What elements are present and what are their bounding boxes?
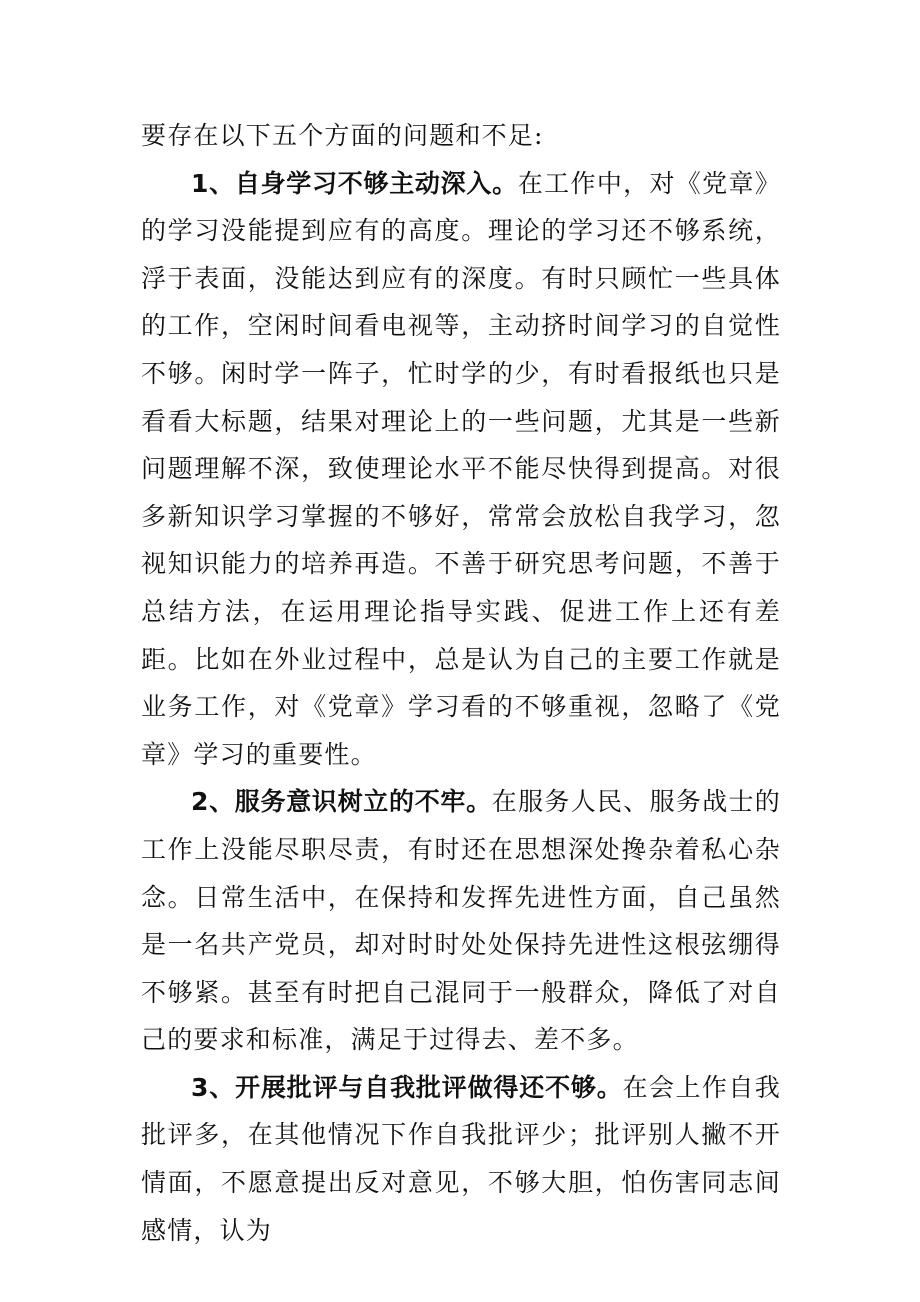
section-1-heading: 1、自身学习不够主动深入。 <box>191 168 518 198</box>
intro-paragraph: 要存在以下五个方面的问题和不足: <box>141 121 544 150</box>
section-2-paragraph <box>141 778 781 1064</box>
section-3-body: 在会上作自我批评多，在其他情况下作自我批评少；批评别人撇不开情面，不愿意提出反对意见，不够大胆，怕伤害同志间感情，认为 <box>141 1072 781 1245</box>
section-3-heading: 3、开展批评与自我批评做得还不够。 <box>191 1072 623 1102</box>
section-1-paragraph <box>141 160 781 779</box>
section-2-body: 在服务人民、服务战士的工作上没能尽职尽责，有时还在思想深处搀杂着私心杂念。日常生活中，在保持和发挥先进性方面，自己虽然是一名共产党员，却对时时处处保持先进性这根弦绷得不够紧。甚至有时把自己混同于一般群众，降低了对自己的要求和标准，满足于过得去、差不多。 <box>141 787 781 1055</box>
document-page <box>141 112 781 1254</box>
section-1-body: 在工作中，对《党章》的学习没能提到应有的高度。理论的学习还不够系统，浮于表面，没能达到应有的深度。有时只顾忙一些具体的工作，空闲时间看电视等，主动挤时间学习的自觉性不够。闲时学一阵子，忙时学的少，有时看报纸也只是看看大标题，结果对理论上的一些问题，尤其是一些新问题理解不深，致使理论水平不能尽快得到提高。对很多新知识学习掌握的不够好，常常会放松自我学习，忽视知识能力的培养再造。不善于研究思考问题，不善于总结方法，在运用理论指导实践、促进工作上还有差距。比如在外业过程中，总是认为自己的主要工作就是业务工作，对《党章》学习看的不够重视，忽略了《党章》学习的重要性。 <box>141 168 781 769</box>
section-2-heading: 2、服务意识树立的不牢。 <box>191 787 492 817</box>
section-3-paragraph <box>141 1064 781 1254</box>
